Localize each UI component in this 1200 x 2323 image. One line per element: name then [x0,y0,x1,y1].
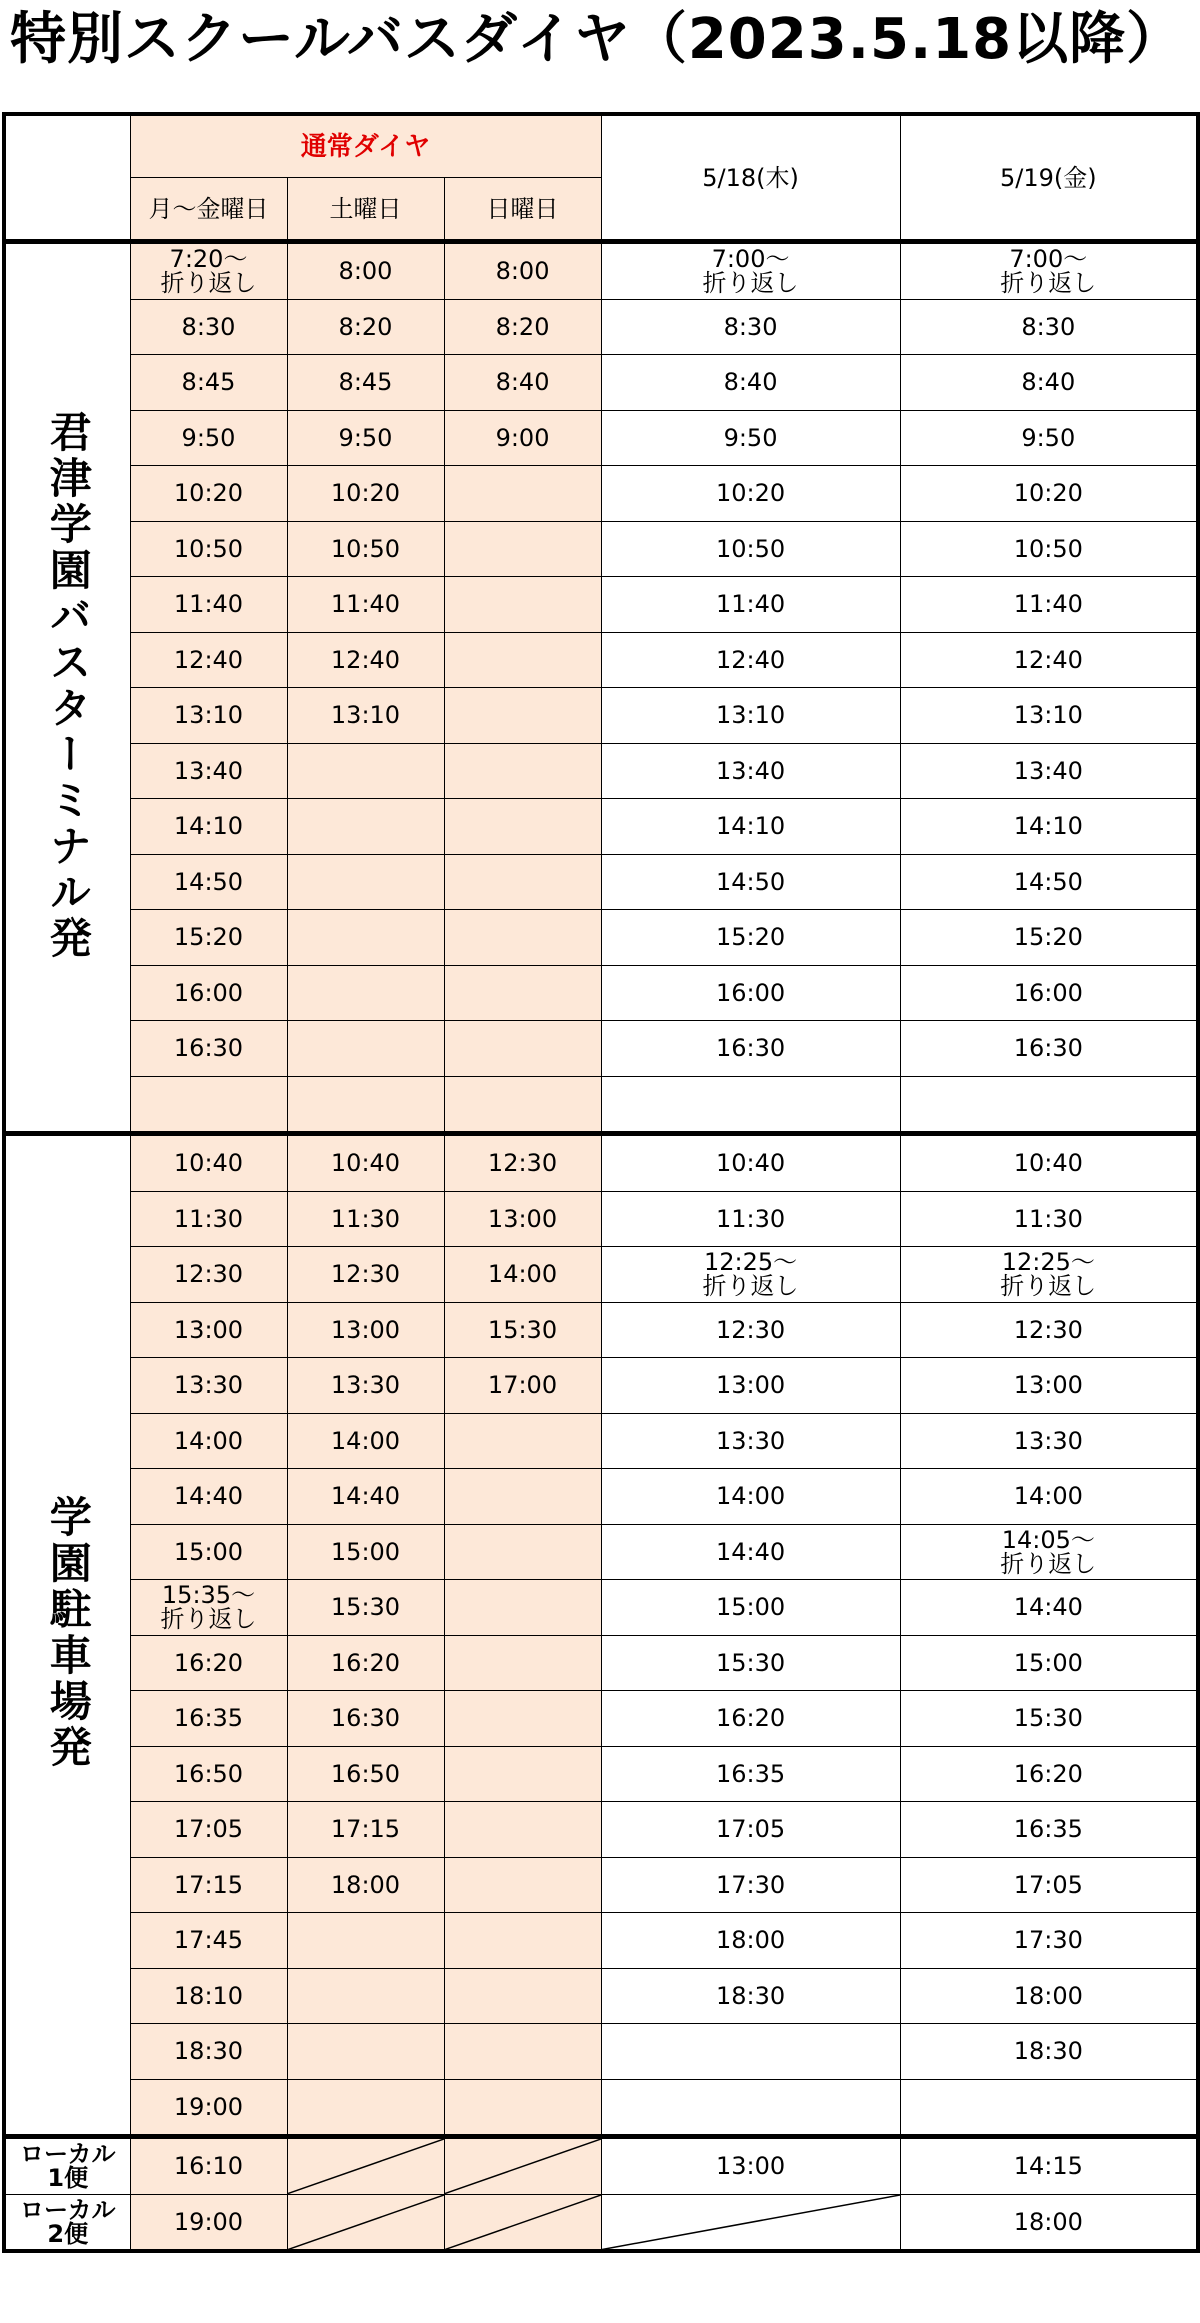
table-row [4,2079,1198,2137]
saturday-header: 土曜日 [287,178,444,242]
time-cell-saturday: 15:30 [287,1580,444,1636]
time-cell-day1: 16:00 [601,965,900,1021]
time-cell-weekday: 14:50 [130,854,287,910]
time-cell-saturday: 16:20 [287,1635,444,1691]
time-cell-saturday: 18:00 [287,1857,444,1913]
time-cell-weekday: 14:00 [130,1413,287,1469]
section-label-text: 君津学園バスターミナル発 [43,409,93,962]
time-cell-weekday: 16:20 [130,1635,287,1691]
regular-schedule-label: 通常ダイヤ [300,131,431,162]
time-cell-day1: 16:30 [601,1021,900,1077]
time-cell-day1: 8:30 [601,299,900,355]
table-row [4,1247,1198,1303]
time-cell-day2: 16:35 [900,1802,1198,1858]
time-cell-sunday [444,1691,601,1747]
time-cell-weekday: 16:00 [130,965,287,1021]
time-cell-weekday: 11:30 [130,1191,287,1247]
time-cell-day1: 8:40 [601,355,900,411]
time-cell-sunday: 8:40 [444,355,601,411]
table-row [4,1580,1198,1636]
time-cell-saturday: 11:40 [287,577,444,633]
table-row [4,965,1198,1021]
not-operating-slash [288,2195,444,2250]
time-cell-weekday [130,1076,287,1134]
time-cell-saturday [287,1076,444,1134]
time-cell-weekday: 17:15 [130,1857,287,1913]
time-cell-sunday [444,910,601,966]
time-cell-weekday: 14:10 [130,799,287,855]
time-cell-day1: 17:30 [601,1857,900,1913]
time-cell-day2: 18:00 [900,2194,1198,2251]
time-cell-saturday: 15:00 [287,1524,444,1580]
time-cell-sunday: 12:30 [444,1134,601,1192]
time-cell-sunday [444,2079,601,2137]
not-operating-cell [444,2137,601,2195]
time-cell-day2: 13:00 [900,1358,1198,1414]
table-row [4,910,1198,966]
time-cell-weekday: 7:20～ 折り返し [130,242,287,300]
table-row [4,1524,1198,1580]
time-cell-day1: 10:50 [601,521,900,577]
time-cell-weekday: 16:30 [130,1021,287,1077]
time-cell-saturday [287,743,444,799]
time-cell-sunday: 8:00 [444,242,601,300]
not-operating-cell [287,2137,444,2195]
time-cell-sunday [444,1635,601,1691]
local-row [4,2194,1198,2251]
table-row [4,1076,1198,1134]
time-cell-day2: 16:00 [900,965,1198,1021]
time-cell-sunday [444,466,601,522]
time-cell-sunday [444,1802,601,1858]
time-cell-saturday: 16:50 [287,1746,444,1802]
time-cell-weekday: 15:35～ 折り返し [130,1580,287,1636]
time-cell-saturday: 10:20 [287,466,444,522]
time-cell-sunday: 9:00 [444,410,601,466]
time-cell-day1: 13:00 [601,1358,900,1414]
time-cell-saturday [287,965,444,1021]
table-row [4,299,1198,355]
time-cell-day2: 8:40 [900,355,1198,411]
not-operating-cell [601,2194,900,2251]
time-cell-day2: 8:30 [900,299,1198,355]
time-cell-weekday: 9:50 [130,410,287,466]
corner-cell [4,114,130,242]
time-cell-day2: 16:20 [900,1746,1198,1802]
table-row [4,2024,1198,2080]
time-cell-saturday [287,1913,444,1969]
time-cell-saturday: 8:00 [287,242,444,300]
time-cell-day2: 16:30 [900,1021,1198,1077]
table-row [4,577,1198,633]
time-cell-sunday [444,743,601,799]
table-row [4,355,1198,411]
time-cell-day1: 13:10 [601,688,900,744]
weekday-header: 月～金曜日 [130,178,287,242]
time-cell-weekday: 16:10 [130,2137,287,2195]
time-cell-day1: 16:20 [601,1691,900,1747]
time-cell-saturday: 12:30 [287,1247,444,1303]
time-cell-saturday: 13:30 [287,1358,444,1414]
time-cell-saturday: 11:30 [287,1191,444,1247]
time-cell-saturday [287,1021,444,1077]
time-cell-saturday: 8:45 [287,355,444,411]
time-cell-day2: 14:40 [900,1580,1198,1636]
time-cell-saturday: 16:30 [287,1691,444,1747]
time-cell-sunday [444,688,601,744]
time-cell-weekday: 13:00 [130,1302,287,1358]
time-cell-sunday: 13:00 [444,1191,601,1247]
day2-header: 5/19(金) [900,114,1198,242]
table-row [4,1635,1198,1691]
time-cell-day2: 15:30 [900,1691,1198,1747]
time-cell-day2: 13:30 [900,1413,1198,1469]
time-cell-sunday [444,1746,601,1802]
table-row [4,799,1198,855]
time-cell-saturday: 12:40 [287,632,444,688]
time-cell-day2: 12:25～ 折り返し [900,1247,1198,1303]
time-cell-saturday: 8:20 [287,299,444,355]
time-cell-weekday: 8:30 [130,299,287,355]
time-cell-day2 [900,2079,1198,2137]
time-cell-day2: 10:50 [900,521,1198,577]
time-cell-sunday [444,1524,601,1580]
time-cell-saturday [287,799,444,855]
time-cell-weekday: 12:40 [130,632,287,688]
time-cell-weekday: 18:10 [130,1968,287,2024]
time-cell-day1 [601,2024,900,2080]
time-cell-weekday: 16:50 [130,1746,287,1802]
time-cell-weekday: 15:20 [130,910,287,966]
time-cell-saturday: 9:50 [287,410,444,466]
time-cell-day1: 7:00～ 折り返し [601,242,900,300]
time-cell-sunday [444,854,601,910]
time-cell-day1: 17:05 [601,1802,900,1858]
time-cell-sunday [444,1021,601,1077]
time-cell-day1: 11:40 [601,577,900,633]
local-label: ローカル 2便 [4,2194,130,2251]
table-row [4,1968,1198,2024]
time-cell-weekday: 13:30 [130,1358,287,1414]
local-label: ローカル 1便 [4,2137,130,2195]
time-cell-sunday: 17:00 [444,1358,601,1414]
time-cell-saturday: 14:00 [287,1413,444,1469]
table-row [4,1191,1198,1247]
time-cell-saturday [287,2024,444,2080]
time-cell-day1: 13:40 [601,743,900,799]
time-cell-day2: 18:00 [900,1968,1198,2024]
table-row [4,1913,1198,1969]
time-cell-weekday: 19:00 [130,2079,287,2137]
time-cell-sunday: 15:30 [444,1302,601,1358]
time-cell-day2: 12:30 [900,1302,1198,1358]
time-cell-saturday: 17:15 [287,1802,444,1858]
time-cell-day1: 14:40 [601,1524,900,1580]
time-cell-weekday: 13:40 [130,743,287,799]
time-cell-weekday: 17:05 [130,1802,287,1858]
time-cell-saturday: 13:10 [287,688,444,744]
not-operating-slash [602,2195,900,2250]
time-cell-day2: 14:05～ 折り返し [900,1524,1198,1580]
table-row [4,1857,1198,1913]
time-cell-day1: 12:40 [601,632,900,688]
section-label [4,242,130,1134]
time-cell-day1: 13:30 [601,1413,900,1469]
time-cell-day1: 13:00 [601,2137,900,2195]
table-row [4,1413,1198,1469]
table-row [4,854,1198,910]
time-cell-day1: 12:25～ 折り返し [601,1247,900,1303]
time-cell-day2: 15:00 [900,1635,1198,1691]
time-cell-weekday: 18:30 [130,2024,287,2080]
timetable [2,112,1200,2253]
time-cell-day1: 10:20 [601,466,900,522]
table-row [4,521,1198,577]
time-cell-day2: 7:00～ 折り返し [900,242,1198,300]
table-row [4,1358,1198,1414]
time-cell-sunday [444,1968,601,2024]
time-cell-day1: 14:50 [601,854,900,910]
time-cell-day2: 17:05 [900,1857,1198,1913]
time-cell-day1: 18:00 [601,1913,900,1969]
time-cell-day1: 10:40 [601,1134,900,1192]
time-cell-day1: 11:30 [601,1191,900,1247]
time-cell-sunday [444,2024,601,2080]
time-cell-day2: 15:20 [900,910,1198,966]
time-cell-day2: 18:30 [900,2024,1198,2080]
not-operating-cell [444,2194,601,2251]
time-cell-day1: 15:00 [601,1580,900,1636]
table-row [4,688,1198,744]
time-cell-day2: 12:40 [900,632,1198,688]
time-cell-day1: 9:50 [601,410,900,466]
time-cell-sunday [444,965,601,1021]
time-cell-day1: 15:30 [601,1635,900,1691]
time-cell-sunday [444,1857,601,1913]
regular-schedule-header [130,114,601,178]
time-cell-saturday: 14:40 [287,1469,444,1525]
table-row [4,466,1198,522]
time-cell-day1 [601,2079,900,2137]
time-cell-weekday: 13:10 [130,688,287,744]
time-cell-sunday [444,1469,601,1525]
time-cell-day2: 9:50 [900,410,1198,466]
time-cell-sunday: 8:20 [444,299,601,355]
time-cell-weekday: 10:20 [130,466,287,522]
time-cell-weekday: 19:00 [130,2194,287,2251]
time-cell-sunday [444,799,601,855]
not-operating-slash [445,2195,601,2250]
time-cell-day1 [601,1076,900,1134]
time-cell-weekday: 15:00 [130,1524,287,1580]
sunday-header: 日曜日 [444,178,601,242]
time-cell-sunday [444,632,601,688]
time-cell-day2: 14:00 [900,1469,1198,1525]
time-cell-sunday [444,1076,601,1134]
time-cell-day2: 11:30 [900,1191,1198,1247]
time-cell-saturday [287,910,444,966]
table-row [4,1021,1198,1077]
time-cell-day1: 15:20 [601,910,900,966]
day1-header: 5/18(木) [601,114,900,242]
time-cell-saturday: 10:50 [287,521,444,577]
time-cell-saturday [287,1968,444,2024]
time-cell-day1: 14:00 [601,1469,900,1525]
section-label-text: 学園駐車場発 [43,1495,93,1771]
time-cell-day2 [900,1076,1198,1134]
time-cell-day1: 16:35 [601,1746,900,1802]
not-operating-slash [445,2139,601,2194]
time-cell-day2: 14:10 [900,799,1198,855]
table-row [4,1691,1198,1747]
table-row [4,242,1198,300]
time-cell-day2: 13:10 [900,688,1198,744]
time-cell-weekday: 16:35 [130,1691,287,1747]
table-row [4,1802,1198,1858]
table-row [4,1469,1198,1525]
table-row [4,632,1198,688]
not-operating-cell [287,2194,444,2251]
not-operating-slash [288,2139,444,2194]
time-cell-sunday [444,1913,601,1969]
time-cell-sunday: 14:00 [444,1247,601,1303]
time-cell-weekday: 14:40 [130,1469,287,1525]
table-row [4,1134,1198,1192]
time-cell-sunday [444,1580,601,1636]
time-cell-day2: 17:30 [900,1913,1198,1969]
table-row [4,410,1198,466]
time-cell-day2: 14:15 [900,2137,1198,2195]
time-cell-weekday: 11:40 [130,577,287,633]
time-cell-day1: 14:10 [601,799,900,855]
table-row [4,1746,1198,1802]
time-cell-saturday [287,2079,444,2137]
time-cell-sunday [444,1413,601,1469]
time-cell-day2: 11:40 [900,577,1198,633]
time-cell-saturday [287,854,444,910]
time-cell-saturday: 13:00 [287,1302,444,1358]
time-cell-weekday: 17:45 [130,1913,287,1969]
time-cell-saturday: 10:40 [287,1134,444,1192]
time-cell-day2: 14:50 [900,854,1198,910]
time-cell-weekday: 8:45 [130,355,287,411]
table-row [4,743,1198,799]
section-label [4,1134,130,2137]
time-cell-weekday: 10:50 [130,521,287,577]
table-row [4,1302,1198,1358]
time-cell-day2: 10:40 [900,1134,1198,1192]
time-cell-day2: 13:40 [900,743,1198,799]
local-row [4,2137,1198,2195]
time-cell-day1: 18:30 [601,1968,900,2024]
time-cell-day2: 10:20 [900,466,1198,522]
page-title: 特別スクールバスダイヤ（2023.5.18以降） [10,7,1184,72]
time-cell-weekday: 12:30 [130,1247,287,1303]
time-cell-sunday [444,521,601,577]
time-cell-sunday [444,577,601,633]
time-cell-weekday: 10:40 [130,1134,287,1192]
time-cell-day1: 12:30 [601,1302,900,1358]
